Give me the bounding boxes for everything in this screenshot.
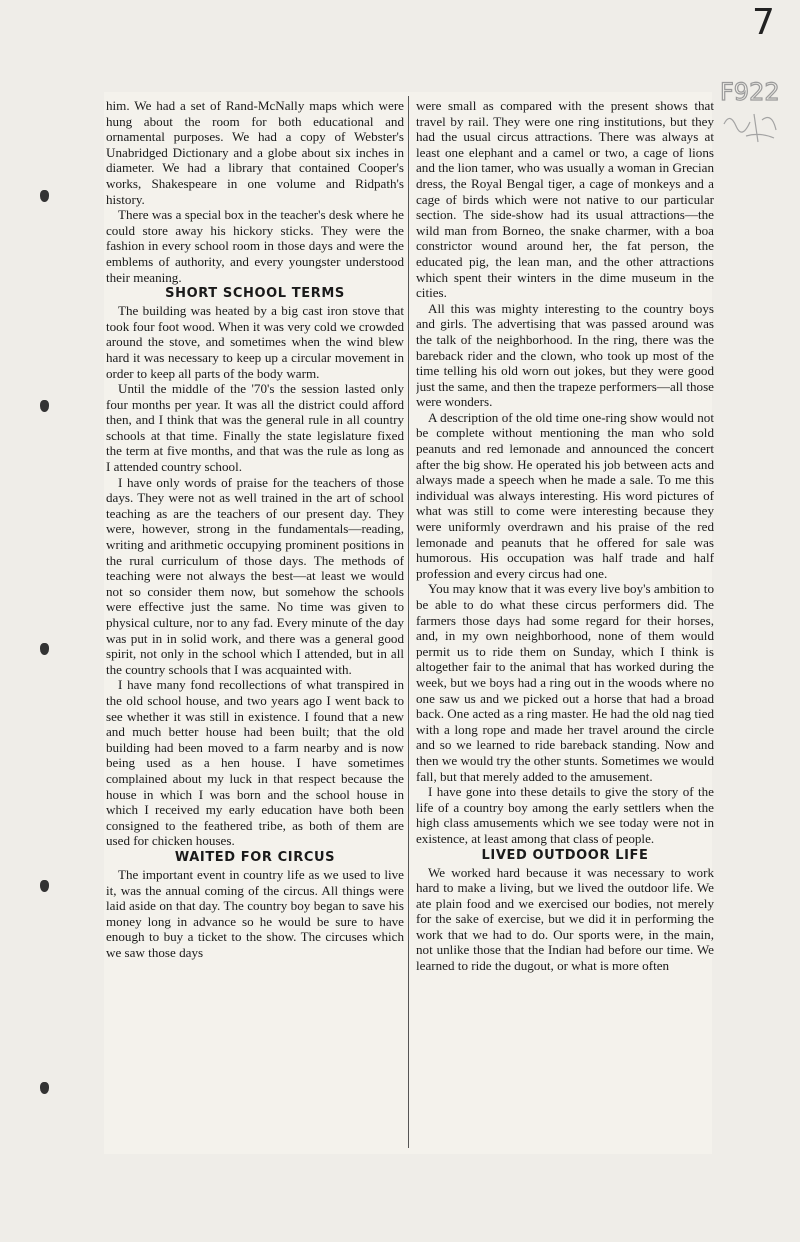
- paragraph: A description of the old time one-ring show would not be complete without mentioning the man who sold peanuts and red lemonade and announced the concert after the big show. He operated his job between acts and always made a speech when he made a sale. To me this individual was always interesting. His word pictures of what was still to come were interesting because they were uniformly overdrawn and his praise of the red lemonade and peanuts that he offered for sale was humorous. His occupation was half trade and half profession and every circus had one.: [416, 409, 714, 581]
- paragraph: We worked hard because it was necessary to work hard to make a living, but we lived the outdoor life. We ate plain food and we exercised our bodies, not merely for the sake of exercise, but we did it in performing the work that we had to do. Our sports were, in the main, not unlike those that the Indian had before our time. We learned to ride the dugout, or what is more often: [416, 864, 714, 974]
- page-number: 7: [752, 2, 775, 43]
- paragraph: I have gone into these details to give the story of the life of a country boy among the early settlers when the high class amusements which we see today were not in existence, at least among that class of people.: [416, 784, 714, 846]
- paragraph: Until the middle of the '70's the session lasted only four months per year. It was all the district could afford then, and I think that was the general rule in all country schools at that time. Finally the state legislature fixed the term at five months, and that was the rule as long as I attended country school.: [106, 381, 404, 475]
- right-column: [416, 98, 714, 1150]
- paragraph: There was a special box in the teacher's desk where he could store away his hickory sticks. They were the fashion in every school room in those days and were the emblems of authority, and every youngster understood their meaning.: [106, 207, 404, 285]
- column-divider: [408, 96, 409, 1148]
- binder-hole-icon: [40, 880, 49, 892]
- binder-hole-icon: [40, 1082, 49, 1094]
- binder-hole-icon: [40, 643, 49, 655]
- paragraph: You may know that it was every live boy's ambition to be able to do what these circus performers did. The farmers those days had some regard for their horses, and, in my own neighborhood, none of them would permit us to ride them on Sunday, which I think is altogether fair to the animal that has worked during the week, but we boys had a ring out in the woods where no one saw us and we picked out a horse that had a broad back. One acted as a ring master. He had the old nag tied with a long rope and made her travel around the circle and so we learned to ride bareback standing. Now and then we would try the other stunts. Sometimes we would fall, but that merely added to the amusement.: [416, 581, 714, 784]
- paragraph: I have only words of praise for the teachers of those days. They were not as well trained in the art of school teaching as are the teachers of our present day. They were, however, strong in the fundamentals—reading, writing and arithmetic occupying prominent positions in the rural curriculum of those days. The methods of teaching were not always the best—at least we would not so consider them now, but somehow the schools were effective just the same. No time was given to physical culture, nor to any fad. Every minute of the day was put in in solid work, and there was a general good spirit, not only in the school which I attended, but in all the country schools that I was acquainted with.: [106, 474, 404, 677]
- paragraph: I have many fond recollections of what transpired in the old school house, and two years ago I went back to see whether it was still in existence. I found that a new and much better house had been built; that the old building had been moved to a farm nearby and is now being used as a hen house. I have sometimes complained about my luck in that respect because the house in which I was born and the school house in which I received my early education have both been consigned to the feathered tribe, as both of them are used for chicken houses.: [106, 677, 404, 849]
- binder-hole-icon: [40, 400, 49, 412]
- newspaper-clipping: [104, 92, 712, 1154]
- section-heading: SHORT SCHOOL TERMS: [165, 286, 345, 302]
- paragraph: All this was mighty interesting to the country boys and girls. The advertising that was passed around was the talk of the neighborhood. In the ring, there was the bareback rider and the clown, who took up most of the time telling his old worn out jokes, but they were good just the same, and then the trapeze performers—all those were wonders.: [416, 300, 714, 410]
- paragraph: were small as compared with the present shows that travel by rail. They were one ring institutions, but they had the usual circus attractions. There was always at least one elephant and a camel or two, a cage of lions and the lion tamer, who was usually a woman in Grecian dress, the Royal Bengal tiger, a cage of monkeys and a cage of birds which were not native to our particular section. The side-show had its usual attractions—the wild man from Borneo, the snake charmer, with a boa constrictor wound around her, the fat person, the educated pig, the lean man, and the other attractions which spent their winters in the dime museum in the cities.: [416, 98, 714, 301]
- paragraph: The building was heated by a big cast iron stove that took four foot wood. When it was very cold we crowded around the stove, and sometimes when the wind blew hard it was necessary to keep up a circular movement in order to keep all parts of the body warm.: [106, 303, 404, 381]
- archive-mark-text: F922: [720, 78, 780, 106]
- paragraph: The important event in country life as we used to live it, was the annual coming of the circus. All things were laid aside on that day. The country boy began to save his money long in advance so he would be sure to have enough to buy a ticket to the show. The circuses which we saw those days: [106, 866, 404, 960]
- section-heading: WAITED FOR CIRCUS: [174, 849, 336, 865]
- archive-stamp-icon: [716, 72, 792, 158]
- section-heading: LIVED OUTDOOR LIFE: [481, 847, 649, 863]
- left-column: [106, 98, 404, 1150]
- binder-hole-icon: [40, 190, 49, 202]
- paragraph: him. We had a set of Rand-McNally maps which were hung about the room for both educational and ornamental purposes. We had a copy of Webster's Unabridged Dictionary and a globe about six inches in diameter. We had a library that contained Cooper's works, Shakespeare in one volume and Ridpath's history.: [106, 98, 404, 207]
